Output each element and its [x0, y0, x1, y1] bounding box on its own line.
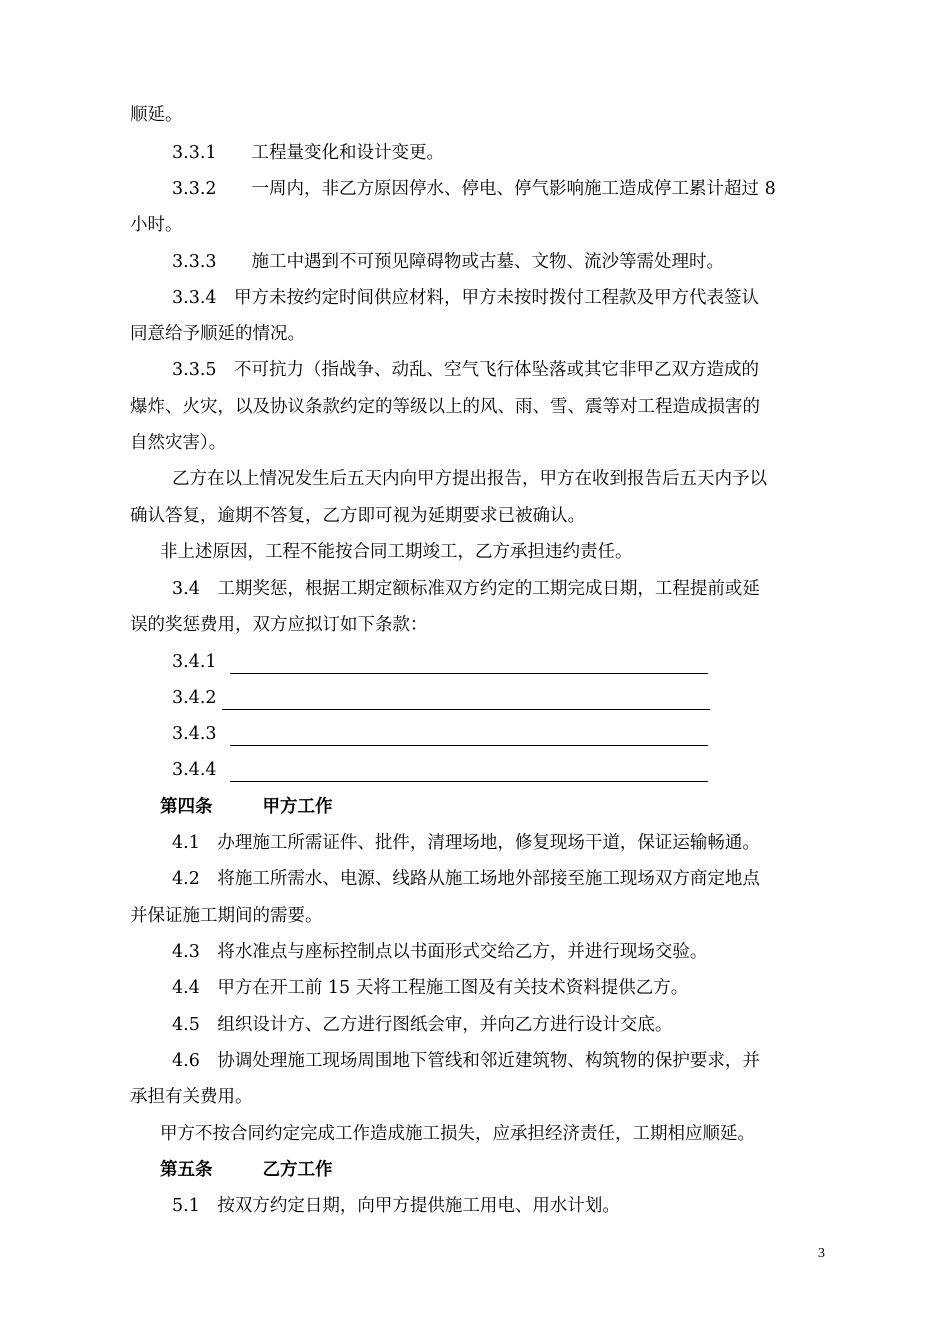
- fill-in-blank[interactable]: [230, 763, 708, 782]
- text-line: 小时。: [130, 215, 183, 235]
- text-line: 4.4 甲方在开工前 15 天将工程施工图及有关技术资料提供乙方。: [172, 978, 689, 998]
- text-line: 误的奖惩费用，双方应拟订如下条款：: [130, 615, 428, 635]
- section-heading-title: 乙方工作: [262, 1160, 333, 1180]
- text-line: 确认答复，逾期不答复，乙方即可视为延期要求已被确认。: [130, 506, 585, 526]
- text-line: 3.4 工期奖惩，根据工期定额标准双方约定的工期完成日期，工程提前或延: [172, 579, 760, 599]
- clause-number: 3.4.1: [172, 652, 217, 672]
- section-heading-number: 第五条: [160, 1160, 213, 1180]
- text-line: 5.1 按双方约定日期，向甲方提供施工用电、用水计划。: [172, 1196, 620, 1216]
- blank-clause-3-4-1: [172, 650, 950, 674]
- text-line: 3.3.1 工程量变化和设计变更。: [172, 143, 445, 163]
- clause-number: 3.4.2: [172, 688, 217, 708]
- clause-number: 3.4.3: [172, 724, 217, 744]
- blank-clause-3-4-3: [172, 722, 950, 746]
- text-line: 3.3.5 不可抗力（指战争、动乱、空气飞行体坠落或其它非甲乙双方造成的: [172, 360, 760, 380]
- section-heading: [160, 795, 950, 819]
- text-line: 4.3 将水准点与座标控制点以书面形式交给乙方，并进行现场交验。: [172, 942, 708, 962]
- text-line: 4.5 组织设计方、乙方进行图纸会审，并向乙方进行设计交底。: [172, 1015, 673, 1035]
- text-line: 同意给予顺延的情况。: [130, 324, 305, 344]
- text-line: 4.1 办理施工所需证件、批件，清理场地，修复现场干道，保证运输畅通。: [172, 833, 760, 853]
- text-line: 顺延。: [130, 105, 183, 125]
- text-line: 4.2 将施工所需水、电源、线路从施工场地外部接至施工现场双方商定地点: [172, 869, 760, 889]
- fill-in-blank[interactable]: [230, 655, 708, 674]
- fill-in-blank[interactable]: [222, 691, 710, 710]
- text-line: 自然灾害）。: [130, 433, 227, 453]
- text-line: 3.3.4 甲方未按约定时间供应材料，甲方未按时拨付工程款及甲方代表签认: [172, 288, 760, 308]
- blank-clause-3-4-2: [172, 686, 950, 710]
- fill-in-blank[interactable]: [230, 727, 708, 746]
- text-line: 爆炸、火灾，以及协议条款约定的等级以上的风、雨、雪、震等对工程造成损害的: [130, 397, 760, 417]
- text-line: 3.3.3 施工中遇到不可预见障碍物或古墓、文物、流沙等需处理时。: [172, 252, 725, 272]
- section-heading: [160, 1158, 950, 1182]
- blank-clause-3-4-4: [172, 758, 950, 782]
- text-line: 3.3.2 一周内，非乙方原因停水、停电、停气影响施工造成停工累计超过 8: [172, 179, 776, 199]
- text-line: 并保证施工期间的需要。: [130, 906, 323, 926]
- page-number: 3: [818, 1246, 825, 1261]
- text-line: 4.6 协调处理施工现场周围地下管线和邻近建筑物、构筑物的保护要求，并: [172, 1051, 760, 1071]
- text-line: 非上述原因，工程不能按合同工期竣工，乙方承担违约责任。: [160, 542, 633, 562]
- clause-number: 3.4.4: [172, 760, 217, 780]
- section-heading-number: 第四条: [160, 797, 213, 817]
- text-line: 乙方在以上情况发生后五天内向甲方提出报告，甲方在收到报告后五天内予以: [172, 469, 767, 489]
- text-line: 承担有关费用。: [130, 1087, 253, 1107]
- text-line: 甲方不按合同约定完成工作造成施工损失，应承担经济责任，工期相应顺延。: [160, 1124, 755, 1144]
- section-heading-title: 甲方工作: [262, 797, 333, 817]
